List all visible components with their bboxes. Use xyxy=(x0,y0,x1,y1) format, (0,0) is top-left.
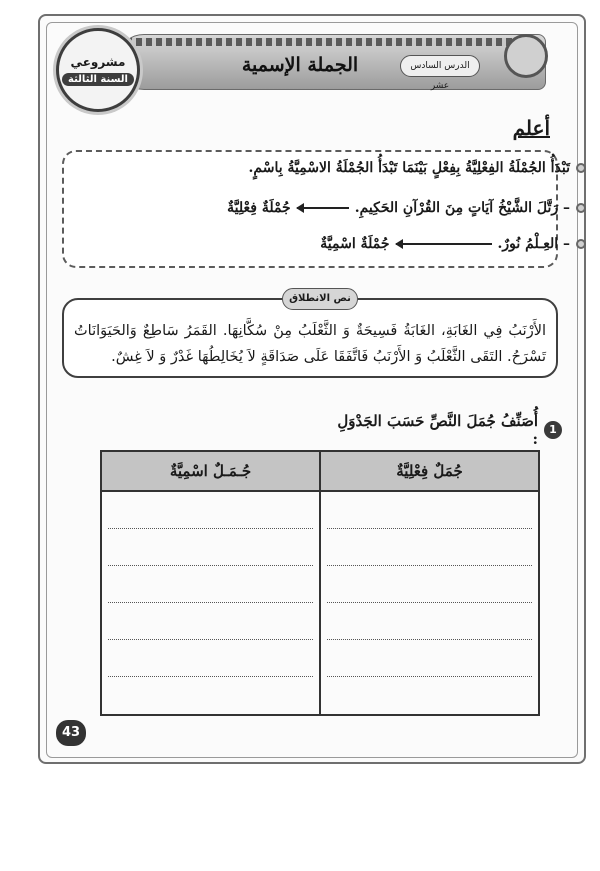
rule-text: تَبْدَأُ الجُمْلَةُ الفِعْلِيَّةُ بِفِعْلٍ بَيْنَمَا تَبْدَأُ الجُمْلَةُ الاسْمِيَّةُ بِاسْمٍ. xyxy=(248,160,570,176)
rule-line xyxy=(116,160,586,176)
table-body xyxy=(102,492,538,714)
passage-label: نص الانطلاق xyxy=(282,288,358,310)
arrow-icon xyxy=(396,243,492,245)
arrow-icon xyxy=(297,207,349,209)
answer-line[interactable] xyxy=(327,529,532,566)
banner-circle-icon xyxy=(504,34,548,78)
project-badge-title: مشروعي xyxy=(70,54,126,69)
example-type-1: جُمْلَةٌ فِعْلِيَّةٌ xyxy=(227,200,291,216)
nominal-answers-column[interactable] xyxy=(102,492,319,714)
project-badge xyxy=(56,28,140,112)
banner-stripe xyxy=(126,38,536,46)
answer-line[interactable] xyxy=(327,640,532,677)
learn-title: أعلم xyxy=(512,116,550,140)
exercise-question xyxy=(330,412,562,448)
passage-text: الأَرْنَبُ فِي الغَابَةِ، الغَابَةُ فَسِيحَةٌ وَ الثَّعْلَبُ مِنْ سُكَّانِهَا. القَمَرُ سَاطِعٌ وَالحَيَوَانَاتُ تَسْرَحُ. التَقَى الثَّعْلَبُ وَ الأَرْنَبُ فَاتَّفَقَا عَلَى صَدَاقَةٍ لاَ يُخَالِطُهَا غَدْرٌ وَ لاَ غِشٌ. xyxy=(74,323,546,365)
example-line-2 xyxy=(116,236,586,252)
answer-line[interactable] xyxy=(327,603,532,640)
answer-line[interactable] xyxy=(108,566,313,603)
verbal-answers-column[interactable] xyxy=(319,492,538,714)
page-number: 43 xyxy=(56,720,86,746)
lesson-tag: الدرس السادس عشر xyxy=(400,55,480,77)
example-line-1 xyxy=(116,200,586,216)
bullet-icon xyxy=(576,203,586,213)
bullet-icon xyxy=(576,239,586,249)
bullet-icon xyxy=(576,163,586,173)
example-sentence-2: – العِـلْمُ نُورٌ. xyxy=(497,236,570,252)
example-sentence-1: – رَتَّلَ الشَّيْخُ آيَاتٍ مِنَ القُرْآنِ الحَكِيمِ. xyxy=(354,200,570,216)
lesson-title: الجملة الإسمية xyxy=(241,54,359,76)
example-type-2: جُمْلَةٌ اسْمِيَّةٌ xyxy=(320,236,390,252)
answer-line[interactable] xyxy=(108,603,313,640)
project-badge-year: السنة الثالثة xyxy=(62,73,134,86)
column-header-nominal: جُـمَـلٌ اسْمِيَّةٌ xyxy=(169,462,252,480)
classification-table xyxy=(100,450,540,716)
table-header xyxy=(102,452,538,492)
answer-line[interactable] xyxy=(108,492,313,529)
answer-line[interactable] xyxy=(108,529,313,566)
question-text: أُصَنِّفُ جُمَلَ النَّصِّ حَسَبَ الجَدْوَلِ : xyxy=(337,412,538,448)
column-header-verbal: جُمَلٌ فِعْلِيَّةٌ xyxy=(319,452,538,490)
answer-line[interactable] xyxy=(327,566,532,603)
answer-line[interactable] xyxy=(108,640,313,677)
question-number: 1 xyxy=(544,421,562,439)
answer-line[interactable] xyxy=(327,492,532,529)
